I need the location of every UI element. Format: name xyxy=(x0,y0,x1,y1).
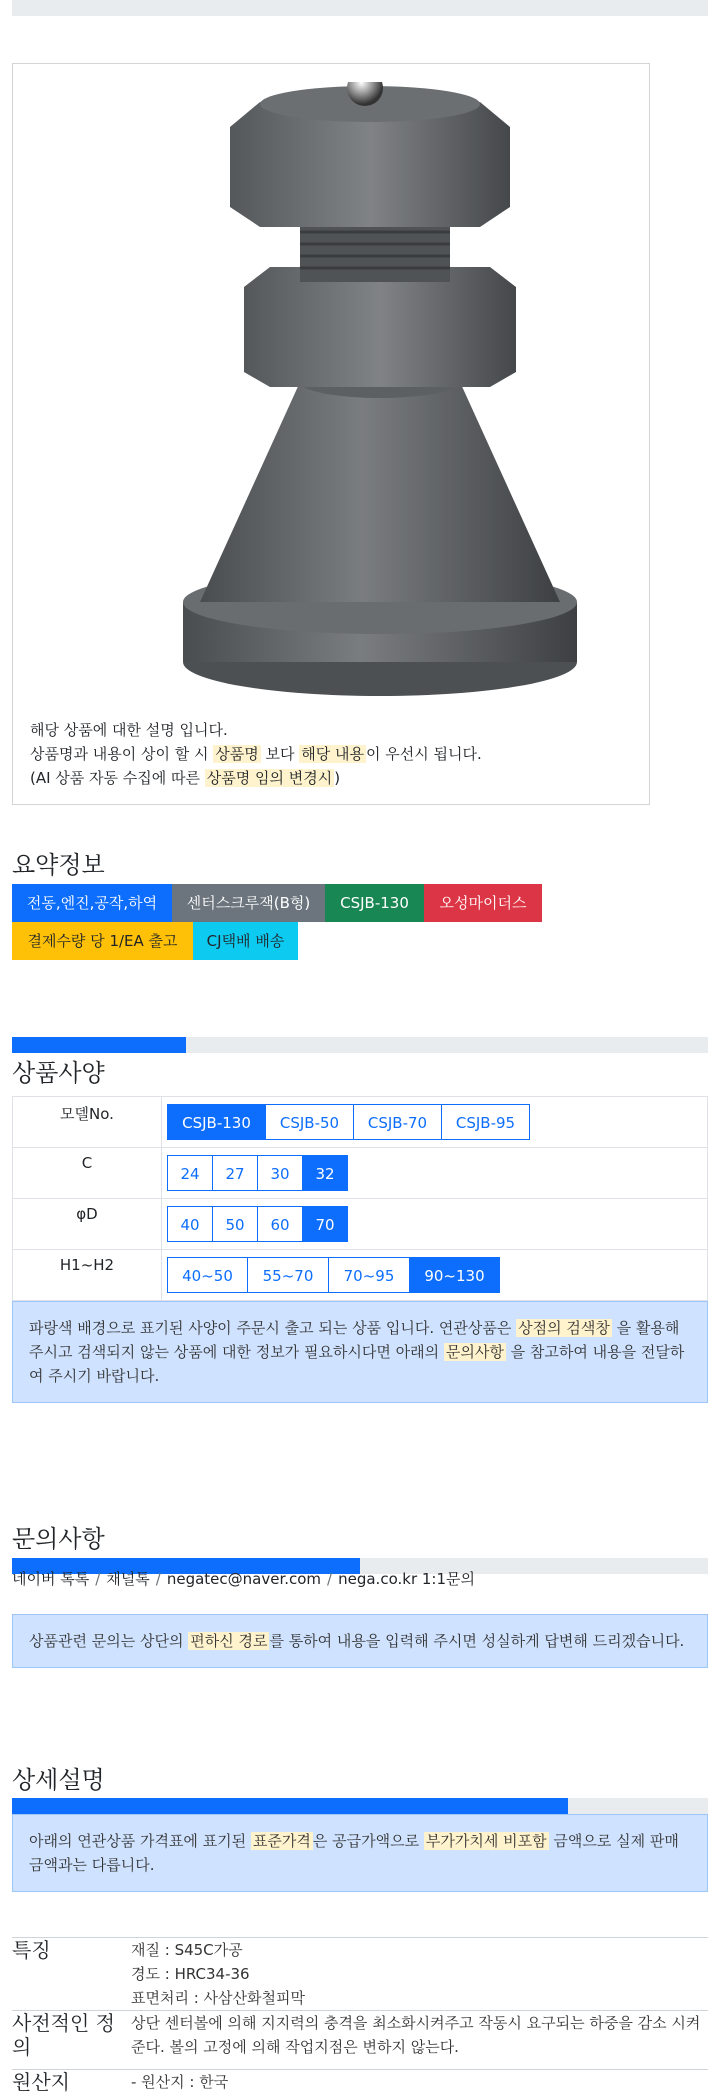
notice-text: 을 활용해 주시고 검색되지 않는 상품에 대한 정보가 필요하시다면 아래의 xyxy=(29,1319,680,1361)
spec-label: H1~H2 xyxy=(13,1250,162,1301)
badge-maker[interactable]: 오성마이더스 xyxy=(424,884,542,922)
summary-title: 요약정보 xyxy=(12,851,105,879)
progress-fill xyxy=(12,1798,568,1814)
badge-delivery: CJ택배 배송 xyxy=(193,922,298,960)
spec-options xyxy=(162,1097,708,1148)
desc-text: 이 우선시 됩니다. xyxy=(365,745,482,763)
highlight: 해당 내용 xyxy=(301,745,364,763)
channel-talk-link[interactable]: 채널톡 xyxy=(106,1570,150,1588)
inquiry-title: 문의사항 xyxy=(12,1525,105,1553)
highlight: 문의사항 xyxy=(445,1343,504,1361)
spec-label: 모델No. xyxy=(13,1097,162,1148)
highlight: 표준가격 xyxy=(252,1832,311,1850)
highlight: 상점의 검색창 xyxy=(518,1319,610,1337)
detail-line: 상단 센터볼에 의해 지지력의 충격을 최소화시켜주고 작동시 요구되는 하중을 감소 시켜준다. 볼의 고정에 의해 작업지점은 변하지 않는다. xyxy=(131,2014,701,2056)
option-c-24[interactable]: 24 xyxy=(167,1155,213,1191)
spec-title: 상품사양 xyxy=(12,1059,105,1087)
spec-row-height xyxy=(13,1250,708,1301)
spec-notice xyxy=(12,1301,708,1403)
detail-row-definition xyxy=(12,2010,708,2069)
detail-row-content xyxy=(131,1938,305,2010)
option-d-70[interactable]: 70 xyxy=(302,1206,348,1242)
description-line: 해당 상품에 대한 설명 입니다. xyxy=(30,721,228,739)
option-d-50[interactable]: 50 xyxy=(212,1206,258,1242)
option-c-32[interactable]: 32 xyxy=(302,1155,348,1191)
detail-row-content xyxy=(131,2070,228,2094)
description-line xyxy=(30,766,482,790)
option-d-60[interactable]: 60 xyxy=(257,1206,303,1242)
notice-text: 파랑색 배경으로 표기된 사양이 주문시 출고 되는 상품 입니다. 연관상품은 xyxy=(29,1319,517,1337)
option-h-90-130[interactable]: 90~130 xyxy=(409,1257,500,1293)
highlight: 상품명 xyxy=(215,745,259,763)
inquiry-notice xyxy=(12,1614,708,1668)
option-csjb-130[interactable]: CSJB-130 xyxy=(167,1104,266,1140)
email-link[interactable]: negatec@naver.com xyxy=(166,1570,322,1588)
highlight: 편하신 경로 xyxy=(190,1632,268,1650)
option-csjb-70[interactable]: CSJB-70 xyxy=(353,1104,442,1140)
separator: / xyxy=(327,1570,333,1588)
notice-text: 은 공급가액으로 xyxy=(312,1832,424,1850)
detail-row-title: 사전적인 정의 xyxy=(12,2011,115,2059)
badge-model[interactable]: CSJB-130 xyxy=(325,884,424,922)
detail-notice xyxy=(12,1814,708,1892)
spec-table xyxy=(12,1096,708,1301)
progress-fill xyxy=(12,1037,186,1053)
product-image xyxy=(160,82,600,702)
detail-line: - 원산지 : 한국 xyxy=(131,2073,229,2091)
option-d-40[interactable]: 40 xyxy=(167,1206,213,1242)
option-h-70-95[interactable]: 70~95 xyxy=(328,1257,410,1293)
detail-line: 경도 : HRC34-36 xyxy=(131,1965,250,1983)
detail-line: 표면처리 : 사삼산화철피막 xyxy=(131,1989,305,2007)
spec-options xyxy=(162,1199,708,1250)
naver-talk-link[interactable]: 네이버 톡톡 xyxy=(12,1570,90,1588)
detail-line: 재질 : S45C가공 xyxy=(131,1941,243,1959)
option-c-27[interactable]: 27 xyxy=(212,1155,258,1191)
spec-label: φD xyxy=(13,1199,162,1250)
notice-text: 상품관련 문의는 상단의 xyxy=(29,1632,189,1650)
detail-row-features xyxy=(12,1937,708,2010)
option-h-55-70[interactable]: 55~70 xyxy=(247,1257,329,1293)
notice-text: 을 참고하여 내용을 전달하여 주시기 바랍니다. xyxy=(29,1343,685,1385)
notice-text: 아래의 연관상품 가격표에 표기된 xyxy=(29,1832,251,1850)
badge-category[interactable]: 전동,엔진,공작,하역 xyxy=(12,884,172,922)
detail-row-title: 원산지 xyxy=(12,2070,70,2094)
highlight: 상품명 임의 변경시 xyxy=(206,769,333,787)
detail-row-title: 특징 xyxy=(12,1938,51,1962)
top-progress-bar xyxy=(12,0,708,16)
description-line xyxy=(30,742,482,766)
option-csjb-50[interactable]: CSJB-50 xyxy=(265,1104,354,1140)
highlight: 부가가치세 비포함 xyxy=(425,1832,547,1850)
site-inquiry-link[interactable]: nega.co.kr 1:1문의 xyxy=(338,1570,475,1588)
detail-progress-bar xyxy=(12,1798,708,1814)
desc-text: 보다 xyxy=(260,745,300,763)
option-csjb-95[interactable]: CSJB-95 xyxy=(441,1104,530,1140)
separator: / xyxy=(95,1570,101,1588)
spec-progress-bar xyxy=(12,1037,708,1053)
detail-title: 상세설명 xyxy=(12,1766,105,1794)
spec-options xyxy=(162,1148,708,1199)
spec-row-c xyxy=(13,1148,708,1199)
notice-text: 를 통하여 내용을 입력해 주시면 성실하게 답변해 드리겠습니다. xyxy=(269,1632,685,1650)
desc-text: ) xyxy=(334,769,341,787)
spec-row-diameter xyxy=(13,1199,708,1250)
option-h-40-50[interactable]: 40~50 xyxy=(167,1257,248,1293)
detail-row-content xyxy=(131,2011,708,2059)
desc-text: 상품명과 내용이 상이 할 시 xyxy=(30,745,214,763)
detail-row-origin xyxy=(12,2069,708,2100)
badge-product-name[interactable]: 센터스크루잭(B형) xyxy=(172,884,325,922)
option-c-30[interactable]: 30 xyxy=(257,1155,303,1191)
product-description xyxy=(30,718,482,790)
contact-links xyxy=(12,1568,475,1589)
spec-options xyxy=(162,1250,708,1301)
desc-text: (AI 상품 자동 수집에 따른 xyxy=(30,769,205,787)
spec-label: C xyxy=(13,1148,162,1199)
spec-row-model xyxy=(13,1097,708,1148)
badge-quantity: 결제수량 당 1/EA 출고 xyxy=(12,922,193,960)
separator: / xyxy=(155,1570,161,1588)
notice-text: 금액으로 실제 판매금액과는 다릅니다. xyxy=(29,1832,679,1874)
